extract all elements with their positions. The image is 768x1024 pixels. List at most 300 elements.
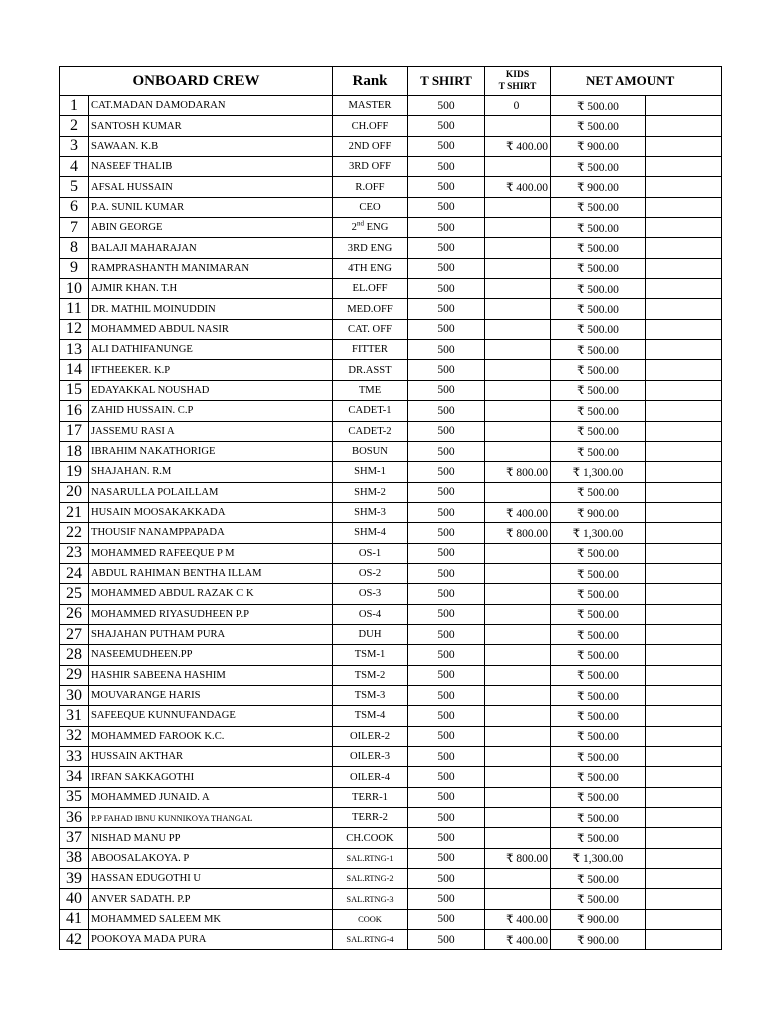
crew-rank: [333, 726, 408, 746]
table-row: [60, 136, 722, 156]
crew-table: [59, 66, 722, 950]
crew-name: RAMPRASHANTH MANIMARAN: [89, 258, 333, 278]
row-number: 40: [60, 889, 89, 909]
blank-cell: [646, 279, 722, 299]
crew-rank: [333, 869, 408, 889]
crew-name: ALI DATHIFANUNGE: [89, 340, 333, 360]
table-row: [60, 563, 722, 583]
net-amount: ₹ 900.00: [551, 177, 646, 197]
blank-cell: [646, 136, 722, 156]
header-rank: Rank: [333, 67, 408, 96]
blank-cell: [646, 238, 722, 258]
blank-cell: [646, 197, 722, 217]
blank-cell: [646, 441, 722, 461]
rank-text: SHM-2: [354, 486, 386, 498]
blank-cell: [646, 319, 722, 339]
tshirt-amount: 500: [408, 828, 485, 848]
net-amount: ₹ 500.00: [551, 197, 646, 217]
crew-name: ANVER SADATH. P.P: [89, 889, 333, 909]
tshirt-amount: 500: [408, 584, 485, 604]
table-row: [60, 299, 722, 319]
rank-text: 2: [351, 222, 357, 234]
blank-cell: [646, 869, 722, 889]
row-number: 39: [60, 869, 89, 889]
row-number: 3: [60, 136, 89, 156]
table-row: [60, 502, 722, 522]
net-amount: ₹ 500.00: [551, 889, 646, 909]
kids-tshirt-amount: [485, 279, 551, 299]
blank-cell: [646, 747, 722, 767]
kids-tshirt-amount: [485, 747, 551, 767]
blank-cell: [646, 848, 722, 868]
rank-text: R.OFF: [355, 181, 385, 193]
table-row: [60, 645, 722, 665]
tshirt-amount: 500: [408, 869, 485, 889]
table-row: [60, 828, 722, 848]
blank-cell: [646, 706, 722, 726]
table-row: [60, 218, 722, 238]
net-amount: ₹ 500.00: [551, 767, 646, 787]
tshirt-amount: 500: [408, 258, 485, 278]
kids-tshirt-amount: [485, 360, 551, 380]
crew-name: THOUSIF NANAMPPAPADA: [89, 523, 333, 543]
row-number: 21: [60, 502, 89, 522]
crew-rank: [333, 360, 408, 380]
net-amount: ₹ 500.00: [551, 116, 646, 136]
row-number: 6: [60, 197, 89, 217]
kids-tshirt-amount: [485, 441, 551, 461]
kids-tshirt-amount: [485, 421, 551, 441]
tshirt-amount: 500: [408, 787, 485, 807]
row-number: 30: [60, 685, 89, 705]
net-amount: ₹ 900.00: [551, 502, 646, 522]
table-row: [60, 543, 722, 563]
table-row: [60, 624, 722, 644]
kids-tshirt-amount: [485, 787, 551, 807]
net-amount: ₹ 500.00: [551, 96, 646, 116]
blank-cell: [646, 543, 722, 563]
rank-suffix: ENG: [363, 222, 389, 234]
kids-tshirt-amount: [485, 482, 551, 502]
crew-rank: [333, 787, 408, 807]
blank-cell: [646, 808, 722, 828]
table-row: [60, 869, 722, 889]
blank-cell: [646, 177, 722, 197]
rank-text: SAL.RTNG-1: [346, 853, 394, 863]
kids-tshirt-amount: ₹ 400.00: [485, 909, 551, 929]
tshirt-amount: 500: [408, 462, 485, 482]
crew-rank: [333, 930, 408, 950]
table-row: [60, 279, 722, 299]
row-number: 2: [60, 116, 89, 136]
table-row: [60, 930, 722, 950]
net-amount: ₹ 500.00: [551, 319, 646, 339]
rank-text: CH.COOK: [346, 832, 394, 844]
crew-rank: [333, 319, 408, 339]
blank-cell: [646, 930, 722, 950]
row-number: 38: [60, 848, 89, 868]
header-row: [60, 67, 722, 96]
row-number: 17: [60, 421, 89, 441]
table-row: [60, 909, 722, 929]
table-row: [60, 238, 722, 258]
rank-text: 3RD OFF: [348, 161, 392, 173]
rank-text: CEO: [359, 201, 381, 213]
crew-name: MOHAMMED JUNAID. A: [89, 787, 333, 807]
crew-name: SHAJAHAN PUTHAM PURA: [89, 624, 333, 644]
crew-rank: [333, 604, 408, 624]
row-number: 9: [60, 258, 89, 278]
table-row: [60, 787, 722, 807]
crew-name: MOHAMMED FAROOK K.C.: [89, 726, 333, 746]
crew-rank: [333, 177, 408, 197]
table-row: [60, 482, 722, 502]
kids-tshirt-amount: 0: [485, 96, 551, 116]
kids-tshirt-amount: [485, 624, 551, 644]
crew-name: CAT.MADAN DAMODARAN: [89, 96, 333, 116]
kids-tshirt-amount: [485, 380, 551, 400]
row-number: 4: [60, 157, 89, 177]
crew-table-body: [60, 96, 722, 950]
crew-rank: [333, 584, 408, 604]
crew-name: AFSAL HUSSAIN: [89, 177, 333, 197]
blank-cell: [646, 360, 722, 380]
table-row: [60, 808, 722, 828]
net-amount: ₹ 1,300.00: [551, 848, 646, 868]
rank-text: OS-3: [358, 588, 382, 600]
crew-rank: [333, 136, 408, 156]
net-amount: ₹ 500.00: [551, 645, 646, 665]
net-amount: ₹ 500.00: [551, 624, 646, 644]
blank-cell: [646, 828, 722, 848]
crew-name: MOHAMMED RAFEEQUE P M: [89, 543, 333, 563]
kids-tshirt-amount: ₹ 400.00: [485, 502, 551, 522]
table-row: [60, 584, 722, 604]
crew-name: POOKOYA MADA PURA: [89, 930, 333, 950]
row-number: 24: [60, 563, 89, 583]
row-number: 12: [60, 319, 89, 339]
tshirt-amount: 500: [408, 848, 485, 868]
row-number: 34: [60, 767, 89, 787]
crew-rank: [333, 563, 408, 583]
blank-cell: [646, 421, 722, 441]
rank-text: SAL.RTNG-4: [346, 935, 394, 945]
rank-text: OILER-3: [349, 751, 390, 763]
crew-rank: [333, 462, 408, 482]
crew-name: HASHIR SABEENA HASHIM: [89, 665, 333, 685]
tshirt-amount: 500: [408, 523, 485, 543]
blank-cell: [646, 218, 722, 238]
crew-rank: [333, 502, 408, 522]
net-amount: ₹ 500.00: [551, 706, 646, 726]
crew-rank: [333, 482, 408, 502]
tshirt-amount: 500: [408, 624, 485, 644]
blank-cell: [646, 462, 722, 482]
crew-name: EDAYAKKAL NOUSHAD: [89, 380, 333, 400]
table-row: [60, 767, 722, 787]
kids-tshirt-amount: [485, 563, 551, 583]
blank-cell: [646, 502, 722, 522]
blank-cell: [646, 767, 722, 787]
kids-tshirt-amount: ₹ 400.00: [485, 930, 551, 950]
rank-text: FITTER: [352, 344, 388, 356]
kids-tshirt-amount: ₹ 800.00: [485, 523, 551, 543]
crew-name: DR. MATHIL MOINUDDIN: [89, 299, 333, 319]
tshirt-amount: 500: [408, 909, 485, 929]
table-row: [60, 401, 722, 421]
rank-text: TME: [358, 384, 382, 396]
crew-name: SAFEEQUE KUNNUFANDAGE: [89, 706, 333, 726]
blank-cell: [646, 563, 722, 583]
crew-name: MOHAMMED SALEEM MK: [89, 909, 333, 929]
crew-name: ZAHID HUSSAIN. C.P: [89, 401, 333, 421]
header-tshirt: T SHIRT: [408, 67, 485, 96]
header-kids-tshirt: [485, 67, 551, 96]
rank-text: TERR-1: [352, 791, 388, 803]
row-number: 35: [60, 787, 89, 807]
table-row: [60, 258, 722, 278]
kids-tshirt-amount: [485, 645, 551, 665]
rank-text: 3RD ENG: [347, 242, 393, 254]
header-kids-line2: T SHIRT: [498, 82, 537, 92]
tshirt-amount: 500: [408, 238, 485, 258]
crew-rank: [333, 299, 408, 319]
kids-tshirt-amount: [485, 299, 551, 319]
crew-rank: [333, 157, 408, 177]
kids-tshirt-amount: [485, 319, 551, 339]
kids-tshirt-amount: [485, 238, 551, 258]
table-row: [60, 177, 722, 197]
tshirt-amount: 500: [408, 96, 485, 116]
crew-rank: [333, 747, 408, 767]
rank-text: DUH: [358, 629, 382, 641]
row-number: 26: [60, 604, 89, 624]
crew-rank: [333, 645, 408, 665]
table-row: [60, 319, 722, 339]
table-row: [60, 421, 722, 441]
crew-rank: [333, 218, 408, 238]
blank-cell: [646, 645, 722, 665]
crew-name: HASSAN EDUGOTHI U: [89, 869, 333, 889]
table-row: [60, 197, 722, 217]
net-amount: ₹ 500.00: [551, 685, 646, 705]
crew-name: HUSSAIN AKTHAR: [89, 747, 333, 767]
net-amount: ₹ 500.00: [551, 543, 646, 563]
table-row: [60, 96, 722, 116]
net-amount: ₹ 500.00: [551, 482, 646, 502]
row-number: 27: [60, 624, 89, 644]
row-number: 5: [60, 177, 89, 197]
tshirt-amount: 500: [408, 502, 485, 522]
row-number: 29: [60, 665, 89, 685]
rank-text: CADET-2: [348, 425, 392, 437]
header-kids-line1: KIDS: [505, 70, 530, 80]
net-amount: ₹ 500.00: [551, 238, 646, 258]
blank-cell: [646, 909, 722, 929]
blank-cell: [646, 299, 722, 319]
rank-text: SHM-3: [354, 507, 386, 519]
crew-name: MOHAMMED ABDUL NASIR: [89, 319, 333, 339]
rank-text: OS-2: [358, 568, 382, 580]
tshirt-amount: 500: [408, 279, 485, 299]
blank-cell: [646, 726, 722, 746]
net-amount: ₹ 500.00: [551, 787, 646, 807]
crew-name: IRFAN SAKKAGOTHI: [89, 767, 333, 787]
tshirt-amount: 500: [408, 177, 485, 197]
rank-text: BOSUN: [352, 446, 388, 458]
crew-rank: [333, 421, 408, 441]
kids-tshirt-amount: [485, 258, 551, 278]
crew-rank: [333, 848, 408, 868]
kids-tshirt-amount: [485, 401, 551, 421]
net-amount: ₹ 500.00: [551, 584, 646, 604]
kids-tshirt-amount: [485, 808, 551, 828]
blank-cell: [646, 624, 722, 644]
tshirt-amount: 500: [408, 747, 485, 767]
table-row: [60, 462, 722, 482]
rank-text: OS-4: [358, 608, 382, 620]
kids-tshirt-amount: [485, 726, 551, 746]
net-amount: ₹ 500.00: [551, 360, 646, 380]
tshirt-amount: 500: [408, 563, 485, 583]
kids-tshirt-amount: [485, 665, 551, 685]
blank-cell: [646, 584, 722, 604]
crew-rank: [333, 96, 408, 116]
table-row: [60, 706, 722, 726]
crew-rank: [333, 340, 408, 360]
crew-name: IBRAHIM NAKATHORIGE: [89, 441, 333, 461]
kids-tshirt-amount: ₹ 800.00: [485, 848, 551, 868]
row-number: 32: [60, 726, 89, 746]
table-row: [60, 604, 722, 624]
rank-text: MED.OFF: [347, 303, 393, 315]
crew-name: HUSAIN MOOSAKAKKADA: [89, 502, 333, 522]
row-number: 33: [60, 747, 89, 767]
crew-name: IFTHEEKER. K.P: [89, 360, 333, 380]
rank-text: CH.OFF: [351, 120, 389, 132]
crew-name: NISHAD MANU PP: [89, 828, 333, 848]
row-number: 15: [60, 380, 89, 400]
row-number: 25: [60, 584, 89, 604]
crew-name: MOHAMMED RIYASUDHEEN P.P: [89, 604, 333, 624]
net-amount: ₹ 500.00: [551, 421, 646, 441]
crew-rank: [333, 279, 408, 299]
net-amount: ₹ 500.00: [551, 828, 646, 848]
rank-text: CADET-1: [348, 405, 392, 417]
tshirt-amount: 500: [408, 360, 485, 380]
table-row: [60, 523, 722, 543]
tshirt-amount: 500: [408, 116, 485, 136]
crew-rank: [333, 767, 408, 787]
row-number: 37: [60, 828, 89, 848]
rank-text: SAL.RTNG-3: [346, 894, 394, 904]
rank-text: SHM-4: [354, 527, 386, 539]
table-row: [60, 726, 722, 746]
row-number: 7: [60, 218, 89, 238]
net-amount: ₹ 900.00: [551, 909, 646, 929]
rank-text: TSM-3: [354, 690, 386, 702]
kids-tshirt-amount: [485, 604, 551, 624]
blank-cell: [646, 258, 722, 278]
tshirt-amount: 500: [408, 808, 485, 828]
table-row: [60, 685, 722, 705]
header-onboard-crew: ONBOARD CREW: [60, 67, 333, 96]
row-number: 19: [60, 462, 89, 482]
crew-rank: [333, 441, 408, 461]
tshirt-amount: 500: [408, 482, 485, 502]
tshirt-amount: 500: [408, 889, 485, 909]
crew-rank: [333, 909, 408, 929]
table-row: [60, 157, 722, 177]
table-row: [60, 360, 722, 380]
tshirt-amount: 500: [408, 726, 485, 746]
kids-tshirt-amount: [485, 869, 551, 889]
row-number: 14: [60, 360, 89, 380]
blank-cell: [646, 787, 722, 807]
blank-cell: [646, 665, 722, 685]
blank-cell: [646, 96, 722, 116]
kids-tshirt-amount: [485, 218, 551, 238]
tshirt-amount: 500: [408, 930, 485, 950]
rank-text: OS-1: [358, 547, 382, 559]
tshirt-amount: 500: [408, 401, 485, 421]
rank-text: TSM-2: [354, 669, 386, 681]
tshirt-amount: 500: [408, 299, 485, 319]
blank-cell: [646, 340, 722, 360]
blank-cell: [646, 116, 722, 136]
blank-cell: [646, 685, 722, 705]
tshirt-amount: 500: [408, 706, 485, 726]
net-amount: ₹ 500.00: [551, 258, 646, 278]
net-amount: ₹ 500.00: [551, 604, 646, 624]
blank-cell: [646, 380, 722, 400]
crew-rank: [333, 258, 408, 278]
crew-sheet: [59, 66, 721, 950]
crew-name: SANTOSH KUMAR: [89, 116, 333, 136]
rank-text: 2ND OFF: [348, 140, 392, 152]
crew-rank: [333, 523, 408, 543]
crew-rank: [333, 543, 408, 563]
row-number: 10: [60, 279, 89, 299]
blank-cell: [646, 401, 722, 421]
crew-name: P.P FAHAD IBNU KUNNIKOYA THANGAL: [89, 808, 333, 828]
kids-tshirt-amount: ₹ 800.00: [485, 462, 551, 482]
crew-name: ABIN GEORGE: [89, 218, 333, 238]
crew-name: NASEEMUDHEEN.PP: [89, 645, 333, 665]
table-row: [60, 848, 722, 868]
net-amount: ₹ 500.00: [551, 340, 646, 360]
crew-rank: [333, 706, 408, 726]
tshirt-amount: 500: [408, 157, 485, 177]
rank-text: COOK: [358, 914, 382, 924]
tshirt-amount: 500: [408, 543, 485, 563]
tshirt-amount: 500: [408, 665, 485, 685]
row-number: 41: [60, 909, 89, 929]
tshirt-amount: 500: [408, 441, 485, 461]
rank-text: OILER-2: [349, 730, 390, 742]
crew-name: ABOOSALAKOYA. P: [89, 848, 333, 868]
table-row: [60, 889, 722, 909]
crew-name: SAWAAN. K.B: [89, 136, 333, 156]
net-amount: ₹ 500.00: [551, 726, 646, 746]
tshirt-amount: 500: [408, 319, 485, 339]
rank-superscript: nd: [356, 219, 364, 228]
crew-rank: [333, 828, 408, 848]
crew-rank: [333, 238, 408, 258]
blank-cell: [646, 523, 722, 543]
table-row: [60, 665, 722, 685]
net-amount: ₹ 900.00: [551, 136, 646, 156]
